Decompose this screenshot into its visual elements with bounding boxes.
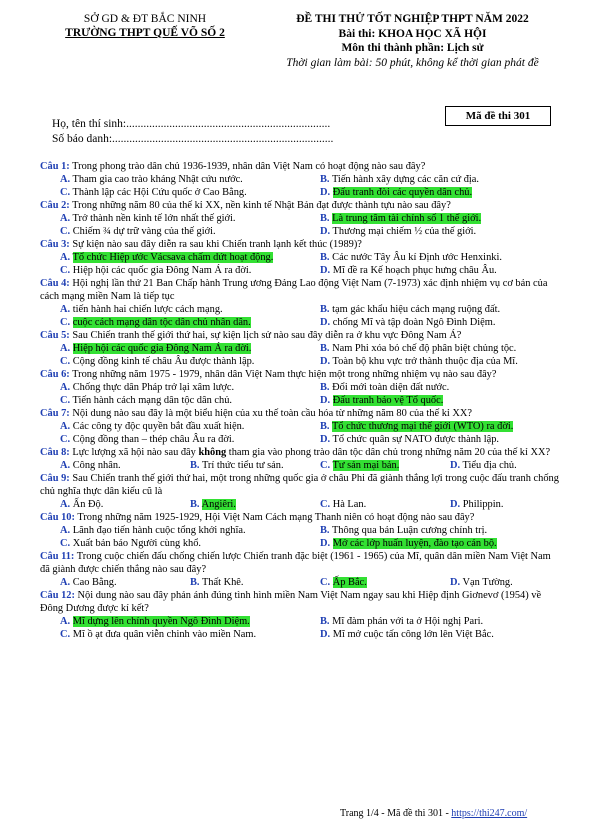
option-letter: B. [190, 460, 200, 471]
answer-option[interactable] [40, 225, 300, 238]
answer-options [40, 212, 560, 238]
answer-option[interactable] [300, 342, 560, 355]
question-number: Câu 2: [40, 200, 70, 211]
option-text: Chống thực dân Pháp trở lại xâm lược. [72, 382, 235, 393]
question-text: Nội dung nào sau đây phản ánh đúng tình hình miền Nam Việt Nam ngay sau khi Hiệp định Giơnevơ (1954) về Đông Dương được kí kết? [40, 590, 542, 614]
answer-option[interactable] [40, 355, 300, 368]
option-text: Lãnh đạo tiến hành cuộc tổng khởi nghĩa. [72, 525, 246, 536]
question-stem [40, 589, 560, 615]
question-stem [40, 160, 560, 173]
question-text: tham gia vào phong trào dân tộc dân chủ trong những năm 20 của thế kỉ XX? [226, 447, 551, 458]
question-item [40, 446, 560, 472]
option-text: Cộng đồng than – thép châu Âu ra đời. [72, 434, 235, 445]
question-stem [40, 329, 560, 342]
page-footer [340, 808, 527, 819]
option-text: Công nhân. [72, 460, 121, 471]
option-letter: D. [320, 356, 331, 367]
option-text: Vạn Tường. [462, 577, 513, 588]
exam-part: Bài thi: KHOA HỌC XÃ HỘI [338, 27, 487, 40]
option-text-highlighted: Tổ chức Hiệp ước Vácsava chấm dứt hoạt động. [72, 252, 274, 263]
answer-options [40, 251, 560, 277]
option-letter: B. [190, 499, 200, 510]
option-text: Mĩ đàm phán với ta ở Hội nghị Pari. [332, 616, 484, 627]
option-text-highlighted: Ấp Bắc. [332, 577, 367, 588]
option-text-highlighted: Tư sản mại bản. [332, 460, 400, 471]
option-text: Các nước Tây Âu kí Định ước Henxinki. [332, 252, 502, 263]
question-number: Câu 11: [40, 551, 75, 562]
answer-options [40, 342, 560, 368]
option-letter: C. [60, 538, 71, 549]
option-letter: A. [60, 525, 71, 536]
answer-option[interactable] [40, 251, 300, 264]
answer-option[interactable] [40, 303, 300, 316]
option-letter: B. [320, 304, 330, 315]
option-letter: C. [60, 395, 71, 406]
answer-option[interactable] [300, 394, 560, 407]
answer-option[interactable] [40, 615, 300, 628]
department-name: SỞ GD & ĐT BẮC NINH [83, 13, 207, 25]
answer-option[interactable] [40, 316, 300, 329]
option-text: Mĩ ồ ạt đưa quân viễn chinh vào miền Nam. [72, 629, 257, 640]
option-letter: D. [320, 317, 331, 328]
question-number: Câu 4: [40, 278, 70, 289]
question-item [40, 160, 560, 199]
option-letter: D. [320, 434, 331, 445]
option-text: Thông qua bản Luận cương chính trị. [331, 525, 488, 536]
header-left [40, 12, 250, 40]
option-text: Trở thành nền kinh tế lớn nhất thế giới. [72, 213, 236, 224]
answer-option[interactable] [40, 628, 300, 641]
answer-option[interactable] [40, 381, 300, 394]
option-text: Cộng đồng kinh tế châu Âu được thành lập. [72, 356, 255, 367]
question-item [40, 277, 560, 329]
option-letter: C. [60, 356, 71, 367]
option-letter: C. [320, 460, 331, 471]
answer-option[interactable] [40, 459, 170, 472]
question-text: Trong phong trào dân chủ 1936-1939, nhân dân Việt Nam có hoạt động nào sau đây? [72, 161, 426, 172]
question-text: Trong cuộc chiến đấu chống chiến lược Chiến tranh đặc biệt (1961 - 1965) của Mĩ, quân dân miền Nam Việt Nam đã giành được chiến thắng nào sau đây? [40, 551, 551, 575]
option-letter: B. [320, 616, 330, 627]
option-text: Toàn bộ khu vực trở thành thuộc địa của Mĩ. [332, 356, 518, 367]
question-item [40, 589, 560, 641]
answer-options [40, 498, 560, 511]
option-letter: B. [320, 382, 330, 393]
answer-option[interactable] [170, 459, 300, 472]
option-text: Chiếm ¾ dự trữ vàng của thế giới. [72, 226, 216, 237]
answer-option[interactable] [300, 251, 560, 264]
option-text: Philippin. [462, 499, 504, 510]
option-letter: A. [60, 577, 71, 588]
option-text-highlighted: Hiệp hội các quốc gia Đông Nam Á ra đời. [72, 343, 252, 354]
answer-option[interactable] [300, 186, 560, 199]
answer-options [40, 459, 560, 472]
question-stem [40, 550, 560, 576]
option-letter: B. [320, 252, 330, 263]
answer-option[interactable] [300, 524, 560, 537]
option-text: Hà Lan. [332, 499, 367, 510]
student-id-line: Số báo danh:............................................................................. [52, 133, 334, 145]
question-stem [40, 199, 560, 212]
option-letter: C. [60, 434, 71, 445]
answer-options [40, 381, 560, 407]
option-letter: D. [320, 629, 331, 640]
option-text: Thành lập các Hội Cứu quốc ở Cao Bằng. [72, 187, 247, 198]
answer-option[interactable] [300, 433, 560, 446]
option-letter: A. [60, 499, 71, 510]
answer-option[interactable] [40, 173, 300, 186]
option-letter: D. [320, 187, 331, 198]
answer-option[interactable] [170, 576, 300, 589]
option-text: Trí thức tiểu tư sản. [201, 460, 284, 471]
answer-option[interactable] [300, 459, 430, 472]
option-letter: D. [450, 577, 461, 588]
answer-option[interactable] [300, 173, 560, 186]
option-text: Cao Bằng. [72, 577, 117, 588]
student-info [52, 117, 333, 147]
option-text: Đổi mới toàn diện đất nước. [332, 382, 450, 393]
option-letter: C. [60, 317, 71, 328]
question-text: Trong những năm 80 của thế kỉ XX, nền kinh tế Nhật Bản đạt được thành tựu nào sau đây? [72, 200, 451, 211]
answer-option[interactable] [40, 394, 300, 407]
question-item [40, 407, 560, 446]
answer-option[interactable] [430, 498, 560, 511]
answer-option[interactable] [300, 537, 560, 550]
option-text-highlighted: Angiêri. [201, 499, 236, 510]
question-number: Câu 1: [40, 161, 70, 172]
option-text: Nam Phi xóa bỏ chế độ phân biệt chủng tộc. [332, 343, 517, 354]
option-letter: B. [320, 525, 330, 536]
answer-options [40, 576, 560, 589]
option-text: Hiệp hội các quốc gia Đông Nam Á ra đời. [72, 265, 252, 276]
answer-options [40, 524, 560, 550]
answer-options [40, 420, 560, 446]
option-letter: C. [320, 577, 331, 588]
option-text: tạm gác khẩu hiệu cách mạng ruộng đất. [332, 304, 501, 315]
option-text: Mĩ đề ra Kế hoạch phục hưng châu Âu. [332, 265, 497, 276]
option-text-highlighted: Đấu tranh đòi các quyền dân chủ. [332, 187, 473, 198]
answer-option[interactable] [300, 355, 560, 368]
header-right [250, 12, 575, 70]
option-letter: C. [60, 226, 71, 237]
answer-option[interactable] [300, 498, 430, 511]
option-letter: B. [320, 213, 330, 224]
question-stem [40, 368, 560, 381]
answer-option[interactable] [40, 498, 170, 511]
option-text: Tiến hành xây dựng các căn cứ địa. [331, 174, 480, 185]
option-letter: B. [320, 421, 330, 432]
exam-code-box: Mã đề thi 301 [445, 106, 551, 126]
option-letter: A. [60, 460, 71, 471]
question-number: Câu 9: [40, 473, 70, 484]
option-text-highlighted: Đấu tranh bảo vệ Tổ quốc. [332, 395, 444, 406]
question-number: Câu 5: [40, 330, 70, 341]
question-text: Nội dung nào sau đây là một biểu hiện của xu thế toàn cầu hóa từ những năm 80 của thế kỉ XX? [72, 408, 472, 419]
answer-option[interactable] [300, 212, 560, 225]
question-text: Hội nghị lần thứ 21 Ban Chấp hành Trung ương Đảng Lao động Việt Nam (7-1973) xác định nhiệm vụ cơ bản của cách mạng miền Nam là tiếp tục [40, 278, 548, 302]
option-text: Mĩ mở cuộc tấn công lớn lên Việt Bắc. [332, 629, 494, 640]
question-text: Trong những năm 1925-1929, Hội Việt Nam Cách mạng Thanh niên có hoạt động nào sau đây? [77, 512, 475, 523]
subject-line: Môn thi thành phần: Lịch sử [341, 42, 484, 54]
option-text-highlighted: Là trung tâm tài chính số 1 thế giới. [332, 213, 482, 224]
option-letter: A. [60, 343, 71, 354]
answer-options [40, 173, 560, 199]
question-number: Câu 3: [40, 239, 70, 250]
answer-option[interactable] [300, 225, 560, 238]
question-stem [40, 472, 560, 498]
option-letter: D. [450, 499, 461, 510]
question-stem [40, 407, 560, 420]
option-letter: D. [320, 265, 331, 276]
answer-option[interactable] [300, 303, 560, 316]
answer-option[interactable] [40, 433, 300, 446]
question-item [40, 329, 560, 368]
answer-option[interactable] [40, 186, 300, 199]
answer-option[interactable] [300, 420, 560, 433]
question-stem [40, 446, 560, 459]
option-text-highlighted: Tổ chức thương mại thế giới (WTO) ra đời. [331, 421, 514, 432]
option-letter: A. [60, 382, 71, 393]
option-text: Tham gia cao trào kháng Nhật cứu nước. [72, 174, 243, 185]
answer-option[interactable] [430, 459, 560, 472]
option-letter: C. [60, 265, 71, 276]
option-letter: D. [320, 226, 331, 237]
answer-option[interactable] [300, 628, 560, 641]
question-list [40, 160, 560, 641]
answer-option[interactable] [40, 537, 300, 550]
option-letter: B. [320, 343, 330, 354]
answer-option[interactable] [40, 212, 300, 225]
question-item [40, 199, 560, 238]
student-name-line: Họ, tên thí sinh:....................................................................... [52, 118, 331, 130]
question-item [40, 368, 560, 407]
question-number: Câu 7: [40, 408, 70, 419]
option-text: chống Mĩ và tập đoàn Ngô Đình Diệm. [332, 317, 496, 328]
answer-option[interactable] [430, 576, 560, 589]
answer-option[interactable] [40, 342, 300, 355]
option-text-highlighted: cuộc cách mạng dân tộc dân chủ nhân dân. [72, 317, 251, 328]
answer-option[interactable] [170, 498, 300, 511]
option-text: Tiểu địa chủ. [462, 460, 517, 471]
school-name: TRƯỜNG THPT QUẾ VÕ SỐ 2 [65, 27, 225, 39]
option-text-highlighted: Mở các lớp huấn luyện, đào tạo cán bộ. [332, 538, 497, 549]
answer-option[interactable] [300, 381, 560, 394]
option-letter: D. [320, 538, 331, 549]
option-letter: B. [320, 174, 330, 185]
footer-page-text: Trang 1/4 - Mã đề thi 301 - [340, 808, 452, 819]
answer-option[interactable] [300, 264, 560, 277]
option-text: Thất Khê. [201, 577, 244, 588]
option-text: Ấn Độ. [72, 499, 104, 510]
question-item [40, 550, 560, 589]
answer-option[interactable] [40, 420, 300, 433]
option-letter: C. [60, 187, 71, 198]
option-text: Các công ty độc quyền bắt đầu xuất hiện. [72, 421, 245, 432]
answer-option[interactable] [40, 264, 300, 277]
option-letter: A. [60, 616, 71, 627]
question-text: Lực lượng xã hội nào sau đây [72, 447, 199, 458]
answer-option[interactable] [300, 576, 430, 589]
answer-option[interactable] [300, 316, 560, 329]
time-line: Thời gian làm bài: 50 phút, không kể thời gian phát đề [286, 56, 539, 69]
exam-title: ĐỀ THI THỬ TỐT NGHIỆP THPT NĂM 2022 [296, 13, 529, 25]
question-item [40, 472, 560, 511]
answer-option[interactable] [40, 524, 300, 537]
answer-options [40, 303, 560, 329]
answer-option[interactable] [300, 615, 560, 628]
question-number: Câu 10: [40, 512, 75, 523]
question-item [40, 511, 560, 550]
question-number: Câu 8: [40, 447, 70, 458]
option-letter: A. [60, 174, 71, 185]
question-stem [40, 511, 560, 524]
option-letter: D. [320, 395, 331, 406]
option-letter: C. [320, 499, 331, 510]
option-letter: D. [450, 460, 461, 471]
question-item [40, 238, 560, 277]
option-text: Tiến hành cách mạng dân tộc dân chủ. [72, 395, 233, 406]
footer-link[interactable]: https://thi247.com/ [451, 808, 528, 819]
question-number: Câu 6: [40, 369, 70, 380]
question-text: Sự kiện nào sau đây diễn ra sau khi Chiến tranh lạnh kết thúc (1989)? [72, 239, 362, 250]
option-letter: A. [60, 421, 71, 432]
question-stem [40, 238, 560, 251]
option-letter: C. [60, 629, 71, 640]
option-letter: B. [190, 577, 200, 588]
option-letter: A. [60, 213, 71, 224]
answer-options [40, 615, 560, 641]
question-text: Trong những năm 1975 - 1979, nhân dân Việt Nam thực hiện một trong những nhiệm vụ nào sau đây? [72, 369, 497, 380]
option-letter: A. [60, 304, 71, 315]
answer-option[interactable] [40, 576, 170, 589]
option-text-highlighted: Mĩ dựng lên chính quyền Ngô Đình Diệm. [72, 616, 250, 627]
option-text: tiến hành hai chiến lược cách mạng. [72, 304, 223, 315]
question-stem [40, 277, 560, 303]
question-number: Câu 12: [40, 590, 75, 601]
option-text: Xuất bản báo Người cùng khổ. [72, 538, 202, 549]
option-text: Tổ chức quân sự NATO được thành lập. [332, 434, 500, 445]
option-text: Thương mại chiếm ½ của thế giới. [332, 226, 477, 237]
question-emphasis: không [198, 447, 227, 458]
question-text: Sau Chiến tranh thế giới thứ hai, sự kiện lịch sử nào sau đây diễn ra ở khu vực Đông Nam Á? [72, 330, 462, 341]
option-letter: A. [60, 252, 71, 263]
question-text: Sau Chiến tranh thế giới thứ hai, một trong những quốc gia ở châu Phi đã giành thắng lợi trong cuộc đấu tranh chống chủ nghĩa thực dân kiểu cũ là [40, 473, 559, 497]
